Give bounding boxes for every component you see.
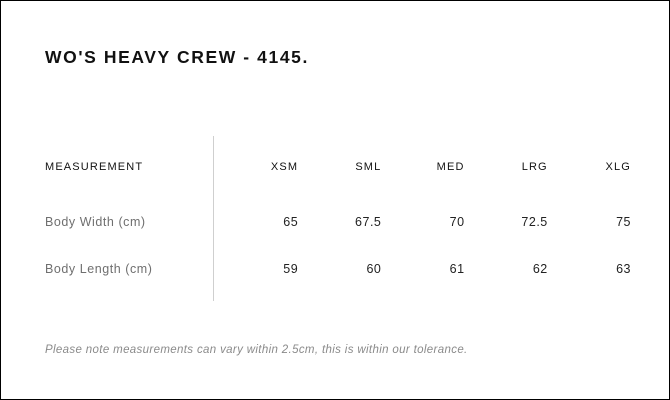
table-header-row — [45, 136, 631, 198]
table-body — [45, 198, 631, 292]
column-header-sml: SML — [355, 161, 382, 173]
row-label-body-length: Body Length (cm) — [45, 261, 153, 276]
page-title: WO'S HEAVY CREW - 4145. — [45, 47, 309, 67]
column-header-xsm: XSM — [270, 161, 299, 173]
cell-body-length-xlg: 63 — [616, 261, 631, 276]
cell-body-width-xsm: 65 — [283, 214, 299, 229]
size-table-container — [45, 136, 631, 292]
column-header-measurement: MEASUREMENT — [45, 161, 144, 173]
cell-body-width-med: 70 — [449, 214, 465, 229]
column-header-xlg: XLG — [605, 161, 631, 173]
cell-body-width-xlg: 75 — [616, 214, 631, 229]
column-header-med: MED — [436, 161, 465, 173]
cell-body-length-sml: 60 — [366, 261, 382, 276]
cell-body-length-lrg: 62 — [532, 261, 548, 276]
size-table — [45, 136, 631, 292]
tolerance-note: Please note measurements can vary within 2.5cm, this is within our tolerance. — [45, 344, 468, 356]
column-header-lrg: LRG — [521, 161, 548, 173]
table-row — [45, 245, 631, 292]
row-label-body-width: Body Width (cm) — [45, 214, 146, 229]
cell-body-length-med: 61 — [449, 261, 465, 276]
table-header — [45, 136, 631, 198]
table-row — [45, 198, 631, 245]
cell-body-width-lrg: 72.5 — [521, 214, 548, 229]
cell-body-length-xsm: 59 — [283, 261, 299, 276]
cell-body-width-sml: 67.5 — [355, 214, 382, 229]
